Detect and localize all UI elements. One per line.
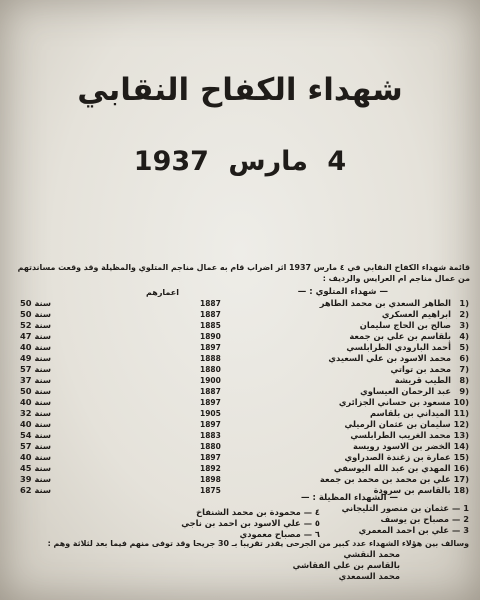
- birth-year: 1883: [200, 431, 221, 440]
- martyr-name: عثمان بن منصور التليجاني: [341, 503, 450, 513]
- martyr-name-cell: [229, 452, 469, 463]
- row-number: 13): [453, 430, 469, 440]
- list-item: [140, 507, 320, 518]
- martyr-name-cell: [229, 320, 469, 331]
- martyr-name: عمارة بن زغندة الصدراوي: [344, 452, 451, 462]
- martyr-name: الخضر بن الاسود رويسة: [352, 441, 451, 451]
- row-number: 6): [459, 353, 469, 363]
- table-row: [0, 342, 480, 353]
- birth-year: 1888: [200, 354, 221, 363]
- age: 39 سنة: [20, 474, 52, 484]
- row-number: 18): [453, 485, 469, 495]
- age: 54 سنة: [20, 430, 52, 440]
- age: 47 سنة: [20, 331, 52, 341]
- martyr-name: علي الاسود بن احمد بن ناجي: [181, 518, 301, 528]
- metlaoui-martyrs-list: [0, 298, 480, 496]
- martyr-name-cell: [229, 331, 469, 342]
- age: 40 سنة: [20, 452, 52, 462]
- row-number: 1): [459, 298, 469, 308]
- birth-year: 1880: [200, 442, 221, 451]
- table-row: [0, 298, 480, 309]
- age: 57 سنة: [20, 364, 52, 374]
- birth-year: 1897: [200, 398, 221, 407]
- row-number: 10): [453, 397, 469, 407]
- row-number: 3): [459, 320, 469, 330]
- table-row: [0, 419, 480, 430]
- intro-line: من عمال مناجم ام العرايس والرديف :: [322, 274, 470, 283]
- age: 62 سنة: [20, 485, 52, 495]
- age: 57 سنة: [20, 441, 52, 451]
- table-row: [0, 452, 480, 463]
- intro-paragraph: [10, 262, 470, 284]
- table-row: [0, 397, 480, 408]
- birth-year: 1890: [200, 332, 221, 341]
- birth-year: 1887: [200, 387, 221, 396]
- item-number: ٦ —: [303, 529, 320, 539]
- table-row: [0, 331, 480, 342]
- table-row: [0, 353, 480, 364]
- row-number: 14): [453, 441, 469, 451]
- row-number: 9): [459, 386, 469, 396]
- martyr-name-cell: [229, 342, 469, 353]
- later-deceased-list: [230, 549, 400, 582]
- martyr-name: مصباح بن يوسف: [380, 514, 450, 524]
- table-row: [0, 375, 480, 386]
- row-number: 5): [459, 342, 469, 352]
- table-row: [0, 309, 480, 320]
- martyr-name-cell: [229, 441, 469, 452]
- martyr-name: الميداني بن بلقاسم: [369, 408, 451, 418]
- section-heading-metlaoui: — شهداء المتلوي : —: [297, 287, 388, 297]
- martyr-name-cell: [229, 474, 469, 485]
- row-number: 11): [453, 408, 469, 418]
- martyr-name-cell: [229, 309, 469, 320]
- birth-year: 1880: [200, 365, 221, 374]
- martyr-name: الطيب قريشة: [394, 375, 451, 385]
- table-row: [0, 364, 480, 375]
- item-number: ٤ —: [303, 507, 320, 517]
- table-row: [0, 485, 480, 496]
- martyr-name: علي بن احمد المعمري: [358, 525, 450, 535]
- birth-year: 1905: [200, 409, 221, 418]
- age: 52 سنة: [20, 320, 52, 330]
- martyr-name-cell: [229, 364, 469, 375]
- martyr-name-cell: [229, 375, 469, 386]
- martyr-name: مسعود بن حساني الجزائري: [338, 397, 451, 407]
- row-number: 16): [453, 463, 469, 473]
- row-number: 8): [459, 375, 469, 385]
- deceased-name: بالقاسم بن علي الفقاشي: [292, 560, 400, 570]
- age: 50 سنة: [20, 386, 52, 396]
- birth-year: 1900: [200, 376, 221, 385]
- birth-year: 1892: [200, 464, 221, 473]
- birth-year: 1897: [200, 420, 221, 429]
- birth-year: 1885: [200, 321, 221, 330]
- table-row: [0, 386, 480, 397]
- martyr-name-cell: [229, 397, 469, 408]
- deceased-name: محمد النقشي: [343, 549, 400, 559]
- martyr-name: سليمان بن عثمان الرميلي: [344, 419, 451, 429]
- item-number: 2 —: [452, 514, 469, 524]
- martyr-name: محمد بن تواتي: [390, 364, 451, 374]
- row-number: 12): [453, 419, 469, 429]
- item-number: 1 —: [452, 503, 469, 513]
- martyr-name: أحمد البارودي الطرابلسي: [346, 342, 451, 352]
- table-row: [0, 408, 480, 419]
- age: 49 سنة: [20, 353, 52, 363]
- age: 40 سنة: [20, 342, 52, 352]
- age: 32 سنة: [20, 408, 52, 418]
- birth-year: 1897: [200, 343, 221, 352]
- table-row: [0, 320, 480, 331]
- age: 37 سنة: [20, 375, 52, 385]
- martyr-name: محمودة بن محمد الشنفاخ: [196, 507, 301, 517]
- ages-column-header: اعمارهم: [146, 288, 179, 297]
- section-heading-mdhilla: — الشهداء المظيلة : —: [301, 493, 398, 503]
- table-row: [0, 441, 480, 452]
- age: 45 سنة: [20, 463, 52, 473]
- list-item: [140, 518, 320, 529]
- martyr-name: بلقاسم بن علي بن جمعة: [349, 331, 451, 341]
- injured-note: وسالف بين هؤلاء الشهداء عدد كبير من الجرحى يقدر تقريبا بـ 30 جريحا وقد توفى منهم فيما بعد لثلاثة وهم :: [47, 539, 469, 548]
- martyr-name: بالقاسم بن سرودة: [373, 485, 451, 495]
- martyr-name: صالح بن الحاج سليمان: [359, 320, 451, 330]
- birth-year: 1875: [200, 486, 221, 495]
- martyr-name-cell: [229, 419, 469, 430]
- birth-year: 1897: [200, 453, 221, 462]
- table-row: [0, 430, 480, 441]
- martyr-name-cell: [229, 298, 469, 309]
- martyr-name: ابراهيم العسكري: [381, 309, 451, 319]
- row-number: 4): [459, 331, 469, 341]
- martyr-name: المهدي بن عبد الله اليوسفي: [333, 463, 451, 473]
- birth-year: 1887: [200, 299, 221, 308]
- birth-year: 1887: [200, 310, 221, 319]
- martyr-name: محمد الاسود بن علي السعيدي: [328, 353, 451, 363]
- deceased-name: محمد السمعدي: [338, 571, 400, 581]
- row-number: 17): [453, 474, 469, 484]
- age: 40 سنة: [20, 397, 52, 407]
- intro-line: قائمة شهداء الكفاح النقابي في ٤ مارس 1937 اثر اضراب قام به عمال مناجم المتلوي والمظيلة وقد وقعت مساندتهم: [17, 263, 470, 272]
- item-number: ٥ —: [303, 518, 320, 528]
- martyr-name-cell: [229, 430, 469, 441]
- martyr-name-cell: [229, 353, 469, 364]
- mdhilla-list-left: [140, 507, 320, 540]
- age: 50 سنة: [20, 298, 52, 308]
- martyr-name: عبد الرحمان العيساوي: [360, 386, 451, 396]
- document-title: شهداء الكفاح النقابي: [77, 72, 403, 108]
- document-date: 4 مارس 1937: [133, 146, 347, 177]
- row-number: 2): [459, 309, 469, 319]
- martyr-name: مصباح معمودي: [239, 529, 301, 539]
- row-number: 7): [459, 364, 469, 374]
- martyr-name-cell: [229, 408, 469, 419]
- martyr-name-cell: [229, 386, 469, 397]
- table-row: [0, 463, 480, 474]
- martyr-name: الطاهر السعدي بن محمد الطاهر: [319, 298, 451, 308]
- martyr-name-cell: [229, 463, 469, 474]
- martyr-name: علي بن محمد بن محمد بن جمعة: [319, 474, 451, 484]
- age: 50 سنة: [20, 309, 52, 319]
- birth-year: 1898: [200, 475, 221, 484]
- table-row: [0, 474, 480, 485]
- item-number: 3 —: [452, 525, 469, 535]
- martyr-name: محمد الغريب الطرابلسي: [350, 430, 451, 440]
- age: 40 سنة: [20, 419, 52, 429]
- row-number: 15): [453, 452, 469, 462]
